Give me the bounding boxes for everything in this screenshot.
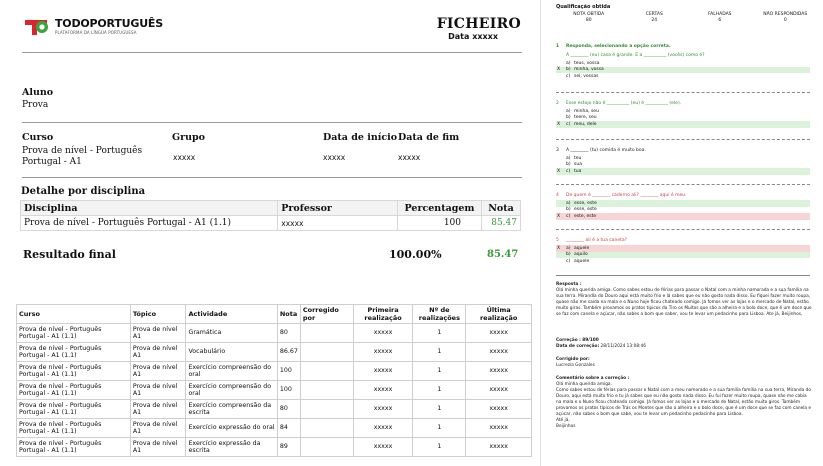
divider [22,52,522,53]
cell-count: 1 [413,343,466,362]
question-separator [556,184,810,185]
corrected-by: Corrigido por: Lucrezia Gonzales [556,357,595,368]
question-5 [556,236,810,265]
column-header: Professor [278,201,398,216]
answer-option: b) sua [566,162,582,168]
response-label: Resposta : [556,282,582,287]
course-value: Prova de nível - Português Portugal - A1 [22,146,143,167]
answer-option: b) teere, seu [566,115,597,121]
cell-corrected-by [300,438,353,457]
cell-first: xxxxx [353,381,413,400]
page-separator [540,0,541,466]
start-date-value: xxxxx [323,153,346,162]
table-row [17,324,532,343]
cell-grade: 80 [277,324,300,343]
cell-last: xxxxx [466,400,532,419]
table-header-row [17,305,532,324]
discipline-section-title: Detalhe por disciplina [21,186,146,197]
answer-option-wrong: X a) aquele [556,245,810,252]
logo [24,16,163,38]
column-header: Primeira realização [353,305,413,324]
table-row [17,438,532,457]
end-date-value: xxxxx [398,153,421,162]
column-header: Actividade [186,305,277,324]
document-title: FICHEIRO [436,16,521,32]
cell-count: 1 [413,362,466,381]
logo-subtitle: PLATAFORMA DA LÍNGUA PORTUGUESA [55,30,137,35]
cell-activity: Exercício compreensão do oral [186,362,277,381]
cell-last: xxxxx [466,419,532,438]
cell-first: xxxxx [353,400,413,419]
stat-unanswered [753,12,819,24]
table-row [17,362,532,381]
cell-corrected-by [300,343,353,362]
question-3 [556,146,810,175]
column-header: Nota [277,305,300,324]
quiz-page [546,0,816,466]
answer-option: a) minha, seu [566,108,599,114]
cell-course: Prova de nível - Português Portugal - A1 (1.1) [17,381,131,400]
cell-topic: Prova de nível A1 [130,400,186,419]
cell-first: xxxxx [353,362,413,381]
document-date: Data xxxxx [448,32,498,41]
cell-topic: Prova de nível A1 [130,343,186,362]
cell-count: 1 [413,324,466,343]
cell-last: xxxxx [466,381,532,400]
question-prompt: 2 Esse estojo não é __________ (eu) é __________ (ele). [556,101,682,106]
stat-failed [687,12,753,24]
todoportugues-logo-icon [24,17,51,37]
stat-label: CERTAS [645,12,663,17]
cell-last: xxxxx [466,362,532,381]
final-result-percentage: 100.00% [389,248,442,261]
stat-label: NÃO RESPONDIDAS [763,12,808,17]
cell-count: 1 [413,438,466,457]
column-header: Percentagem [398,201,482,216]
cell-activity: Exercício expressão da escrita [186,438,277,457]
cell-activity: Exercício compreensão do oral [186,381,277,400]
student-label: Aluno [22,87,54,98]
cell-course: Prova de nível - Português Portugal - A1 (1.1) [17,343,131,362]
question-instruction: 1 Responda, selecionando a opção correta. [556,44,671,49]
question-separator [556,139,810,140]
question-prompt: 3 A ________ (tu) comida é muito boa. [556,148,646,153]
cell-course: Prova de nível - Português Portugal - A1 (1.1) [17,324,131,343]
cell-topic: Prova de nível A1 [130,381,186,400]
question-prompt: 5 ________ ali é a tua caneta? [556,238,628,243]
cell-course: Prova de nível - Português Portugal - A1 (1.1) [17,438,131,457]
question-prompt: 4 De quem é ________ caderno ali? ________ aqui é meu. [556,193,687,198]
stat-value: 24 [651,18,658,23]
cell-corrected-by [300,362,353,381]
answer-option-wrong: X c) este, este [556,213,810,220]
stat-label: NOTA OBTIDA [573,12,605,17]
stat-score [556,12,622,24]
question-2 [556,99,810,128]
group-header: Grupo [172,132,206,143]
response-block [556,282,812,318]
cell-grade: 100 [277,362,300,381]
divider [22,122,522,123]
stat-label: FALHADAS [707,12,732,17]
cell-corrected-by [300,419,353,438]
cell-first: xxxxx [353,438,413,457]
cell-topic: Prova de nível A1 [130,419,186,438]
answer-option: a) teu [566,155,582,161]
student-value: Prova [22,100,49,110]
answer-option-correct: b) aquilo [556,252,810,259]
cell-grade: 84 [277,419,300,438]
course-header: Curso [22,132,54,143]
column-header: Curso [17,305,131,324]
cell-course: Prova de nível - Português Portugal - A1 (1.1) [17,419,131,438]
cell-corrected-by [300,400,353,419]
cell-corrected-by [300,381,353,400]
column-header: Tópico [130,305,186,324]
stat-value: 0 [783,18,787,23]
question-separator [556,275,810,276]
discipline-teacher: xxxxx [278,216,398,231]
answer-option-correct: X b) minha, vossa [556,67,810,74]
cell-course: Prova de nível - Português Portugal - A1 (1.1) [17,362,131,381]
table-row [17,419,532,438]
question-1 [556,42,810,80]
question-4 [556,191,810,220]
question-separator [556,229,810,230]
cell-grade: 89 [277,438,300,457]
answer-option-correct: X c) tua [556,168,810,175]
column-header: Nota [482,201,521,216]
start-date-header: Data de início [323,132,398,143]
column-header: Nº de realizações [413,305,466,324]
cell-grade: 100 [277,381,300,400]
correction-score: Correção : 89/100 Data de correção: 28/11/2024 13:08:46 [556,338,646,349]
answer-option: b) esse, este [566,207,597,213]
response-text: Olá minha querida amiga. Como sabes estou de férias para passar o Natal com a minha namorada e a sua família na sua terra. Mirandla do Douro aqui está muito frio e lá sabes que eu não gosto nada disso. Eu fiquei fazer muito roupa, quase não me saída na mala e o Nuno hoje ficou chateado comigo. Já fomos ver as lojas e o mercado de Natal, estão muito giras. Também provamos os pratos típicos da Tiro os Muitos que são a alheira e a bolo doce, que é um doce que se faz com canela e açúcar, não sabes a bom que saber, vou te levar um pedacinho para Lisboa. Ate já, Beijinhos, [556,288,812,317]
final-result-label: Resultado final [23,248,116,261]
activities-table [16,304,532,457]
discipline-name: Prova de nível - Português Portugal - A1 (1.1) [21,216,278,231]
correction-comment: Comentário sobre a correção : Olá minha querida amiga. Como sabes estou de férias para passar o Natal com a meu namorado e a sua família família na sua terra, Miranda do Douro, aqui está muito frio e tu já sabes que eu não gosto nada disso. Eu fui fazer muito roupa, quase não me cabia na mala e o Nuno ficou chateado comigo. Já fomos ver as lojas e o mercado de Natal, estão muito giros. Também provamos os pratos típicos de Trás os Montes que são a alheira e o bolo doce, que é um doce que se faz com canela e açúcar, não sabes o bom que sabe, vou te levar um pedacinho pedacinho para Lisboa. Até já, Beijinhos [556,376,812,429]
cell-topic: Prova de nível A1 [130,438,186,457]
question-prompt: A ________ (eu) casa é grande. E a __________ (vocês) como é? [566,53,705,58]
cell-corrected-by [300,324,353,343]
qualification-stats [556,12,818,24]
answer-option: c) sei, vossas [566,73,599,79]
cell-activity: Vocabulário [186,343,277,362]
cell-activity: Gramática [186,324,277,343]
divider [22,177,522,178]
cell-count: 1 [413,419,466,438]
cell-last: xxxxx [466,438,532,457]
cell-grade: 86.67 [277,343,300,362]
answer-option-correct: a) esse, este [556,200,810,207]
cell-topic: Prova de nível A1 [130,362,186,381]
cell-count: 1 [413,400,466,419]
answer-option-correct: X c) meu, dele [556,121,810,128]
column-header: Última realização [466,305,532,324]
group-value: xxxxx [173,153,196,162]
discipline-grade: 85.47 [482,216,521,231]
discipline-table [20,200,521,231]
cell-first: xxxxx [353,419,413,438]
cell-last: xxxxx [466,324,532,343]
cell-course: Prova de nível - Português Portugal - A1 (1.1) [17,400,131,419]
stat-value: 6 [718,18,722,23]
table-row [17,343,532,362]
column-header: Corregido por [300,305,353,324]
qualification-heading: Qualificação obtida [556,4,611,10]
cell-first: xxxxx [353,343,413,362]
cell-count: 1 [413,381,466,400]
stat-correct [622,12,688,24]
table-row [21,216,521,231]
column-header: Disciplina [21,201,278,216]
cell-last: xxxxx [466,343,532,362]
table-row [17,381,532,400]
cell-grade: 80 [277,400,300,419]
question-separator [556,92,810,93]
cell-first: xxxxx [353,324,413,343]
stat-value: 80 [585,18,592,23]
answer-option: c) aquele [566,258,590,264]
table-header-row [21,201,521,216]
logo-title: TODOPORTUGUÊS [55,17,163,30]
discipline-percentage: 100 [398,216,482,231]
cell-activity: Exercício expressão do oral [186,419,277,438]
table-row [17,400,532,419]
final-result-grade: 85.47 [487,249,519,260]
cell-activity: Exercício compreensão da escrita [186,400,277,419]
answer-option: a) teus, vossa [566,60,600,66]
end-date-header: Data de fim [398,132,460,143]
cell-topic: Prova de nível A1 [130,324,186,343]
